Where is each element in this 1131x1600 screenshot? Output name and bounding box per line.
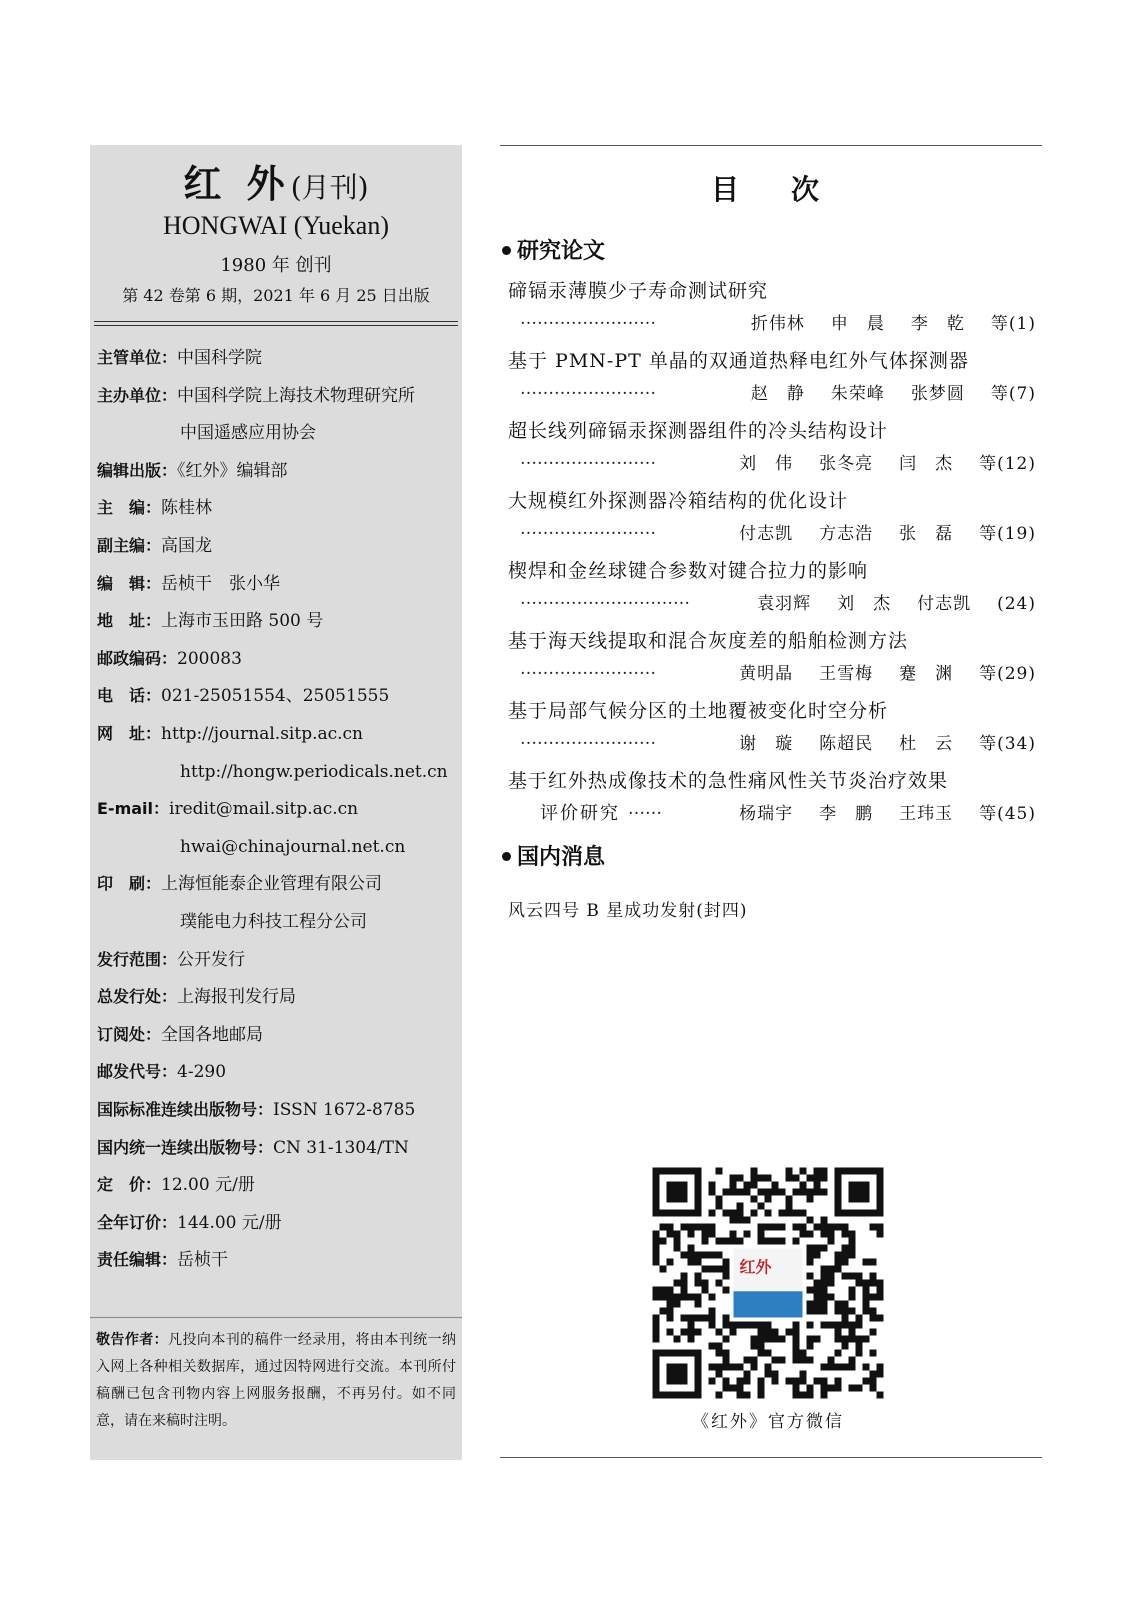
info-label: 邮政编码： bbox=[97, 648, 178, 668]
article-authors bbox=[739, 449, 1036, 474]
et-al: 等 bbox=[979, 454, 998, 474]
article-authors bbox=[751, 309, 1036, 334]
info-row bbox=[97, 347, 262, 369]
page-number: (1) bbox=[1008, 314, 1036, 334]
author-name: 刘 伟 bbox=[739, 454, 794, 474]
article-byline bbox=[508, 799, 1036, 823]
info-row bbox=[97, 1061, 226, 1083]
info-row bbox=[97, 1024, 263, 1046]
et-al: 等 bbox=[979, 804, 998, 824]
info-value: 12.00 元/册 bbox=[161, 1175, 255, 1196]
info-value: 公开发行 bbox=[177, 949, 246, 970]
info-value: 上海市玉田路 500 号 bbox=[161, 611, 324, 632]
section-domestic-news: 国内消息 bbox=[502, 840, 605, 871]
author-name: 张梦圆 bbox=[910, 384, 965, 404]
leader-dots: …………………… bbox=[520, 309, 656, 329]
info-label: 副主编： bbox=[97, 536, 162, 555]
info-value: CN 31-1304/TN bbox=[273, 1137, 409, 1158]
info-row bbox=[97, 535, 212, 557]
info-label: 邮发代号： bbox=[97, 1062, 178, 1082]
author-name: 刘 杰 bbox=[837, 594, 892, 614]
author-name: 王雪梅 bbox=[819, 664, 874, 684]
toc-title: 目 次 bbox=[710, 173, 831, 206]
article-byline bbox=[508, 519, 1036, 543]
author-name: 付志凯 bbox=[917, 594, 972, 614]
article-title-continued[interactable]: 评价研究 bbox=[540, 803, 620, 824]
info-row bbox=[97, 986, 296, 1008]
info-row bbox=[97, 610, 323, 632]
qr-logo-band bbox=[734, 1291, 803, 1317]
info-value: 高国龙 bbox=[161, 536, 213, 556]
info-label: 国内统一连续出版物号： bbox=[97, 1137, 274, 1157]
info-value: 中国科学院 bbox=[177, 348, 263, 368]
article-title[interactable]: 基于红外热成像技术的急性痛风性关节炎治疗效果 bbox=[508, 770, 949, 792]
info-row bbox=[97, 1174, 255, 1196]
article-title[interactable]: 基于 PMN-PT 单晶的双通道热释电红外气体探测器 bbox=[508, 350, 969, 372]
info-value[interactable]: iredit@mail.sitp.ac.cn bbox=[169, 799, 359, 820]
info-value[interactable]: hwai@chinajournal.net.cn bbox=[180, 836, 406, 857]
info-label: 电 话： bbox=[97, 686, 162, 706]
info-row bbox=[97, 873, 382, 895]
info-row bbox=[180, 836, 405, 858]
info-label: 主管单位： bbox=[97, 348, 178, 367]
author-name: 蹇 渊 bbox=[899, 664, 954, 684]
journal-title-suffix: (月刊) bbox=[290, 171, 369, 204]
info-row bbox=[97, 949, 245, 971]
info-row bbox=[97, 1137, 409, 1159]
info-row bbox=[180, 761, 448, 783]
leader-dots: …………………… bbox=[520, 379, 656, 399]
info-value: 中国遥感应用协会 bbox=[180, 423, 316, 444]
info-row bbox=[97, 1249, 228, 1271]
leader-dots: …………………… bbox=[520, 659, 656, 679]
info-row bbox=[97, 385, 415, 407]
page-number: (7) bbox=[1008, 384, 1036, 404]
double-rule bbox=[94, 321, 458, 326]
info-label: 国际标准连续出版物号： bbox=[97, 1100, 274, 1119]
info-value: 上海报刊发行局 bbox=[177, 987, 297, 1008]
info-value: 4-290 bbox=[177, 1062, 227, 1083]
article-title[interactable]: 大规模红外探测器冷箱结构的优化设计 bbox=[508, 490, 849, 512]
info-row bbox=[97, 573, 280, 595]
notice-text: 凡投向本刊的稿件一经录用，将由本刊统一纳入网上各种相关数据库，通过因特网进行交流。本刊所付稿酬已包含刊物内容上网服务报酬，不再另付。如不同意，请在来稿时注明。 bbox=[96, 1332, 457, 1429]
article-byline bbox=[508, 589, 1036, 613]
info-label: 地 址： bbox=[97, 611, 162, 631]
article-byline bbox=[508, 729, 1036, 753]
et-al: 等 bbox=[990, 384, 1009, 404]
info-label: 定 价： bbox=[97, 1175, 162, 1195]
info-label: 网 址： bbox=[97, 724, 162, 743]
info-row bbox=[97, 1099, 415, 1121]
et-al: 等 bbox=[979, 734, 998, 754]
info-label: 全年订价： bbox=[97, 1212, 178, 1232]
info-label: 主 编： bbox=[97, 498, 162, 518]
page-number: (29) bbox=[997, 664, 1036, 684]
founded-year: 1980 年 创刊 bbox=[220, 255, 332, 276]
leader-dots: …………………… bbox=[520, 519, 656, 539]
info-value: 144.00 元/册 bbox=[177, 1212, 282, 1233]
issue-info: 第 42 卷第 6 期，2021 年 6 月 25 日出版 bbox=[122, 286, 430, 305]
author-name: 杨瑞宇 bbox=[739, 804, 794, 824]
info-value: 021-25051554、25051555 bbox=[161, 686, 390, 707]
author-name: 申 晨 bbox=[830, 314, 885, 334]
info-label: 编 辑： bbox=[97, 573, 162, 593]
author-name: 黄明晶 bbox=[739, 664, 794, 684]
et-al: 等 bbox=[979, 524, 998, 544]
author-name: 朱荣峰 bbox=[830, 384, 885, 404]
qr-caption: 《红外》官方微信 bbox=[692, 1412, 844, 1432]
article-authors bbox=[739, 519, 1036, 544]
info-row bbox=[180, 911, 367, 933]
article-byline bbox=[508, 659, 1036, 683]
info-row bbox=[97, 648, 242, 670]
article-authors bbox=[757, 589, 1036, 614]
journal-english-title: HONGWAI (Yuekan) bbox=[163, 211, 389, 240]
et-al: 等 bbox=[979, 664, 998, 684]
article-authors bbox=[739, 799, 1036, 824]
info-value: ISSN 1672-8785 bbox=[273, 1100, 416, 1120]
wechat-qr-code bbox=[640, 1155, 896, 1411]
info-label: 总发行处： bbox=[97, 987, 178, 1007]
author-name: 袁羽辉 bbox=[757, 594, 812, 614]
info-value: 上海恒能泰企业管理有限公司 bbox=[161, 874, 383, 895]
author-name: 李 乾 bbox=[910, 314, 965, 334]
info-label: E-mail： bbox=[97, 799, 170, 819]
leader-dots: ………………………… bbox=[520, 589, 690, 609]
article-title[interactable]: 基于海天线提取和混合灰度差的船舶检测方法 bbox=[508, 630, 909, 652]
info-value: 全国各地邮局 bbox=[161, 1024, 264, 1045]
info-value: 《红外》编辑部 bbox=[177, 460, 288, 481]
info-value: 陈桂林 bbox=[161, 498, 213, 519]
info-value[interactable]: http://journal.sitp.ac.cn bbox=[161, 724, 364, 744]
page-number: (24) bbox=[997, 594, 1036, 614]
article-title[interactable]: 基于局部气候分区的土地覆被变化时空分析 bbox=[508, 700, 889, 722]
info-row bbox=[97, 798, 358, 820]
article-byline bbox=[508, 309, 1036, 333]
leader-dots: …… bbox=[628, 799, 662, 819]
info-row bbox=[180, 422, 316, 444]
author-name: 谢 璇 bbox=[739, 734, 794, 754]
author-name: 张冬亮 bbox=[819, 454, 874, 474]
article-authors bbox=[751, 379, 1036, 404]
author-name: 杜 云 bbox=[899, 734, 954, 754]
bottom-rule bbox=[500, 1457, 1042, 1458]
top-rule bbox=[500, 145, 1042, 146]
author-name: 闫 杰 bbox=[899, 454, 954, 474]
qr-logo-text: 红外 bbox=[739, 1257, 772, 1277]
author-name: 张 磊 bbox=[899, 524, 954, 544]
article-authors bbox=[739, 659, 1036, 684]
article-authors bbox=[739, 729, 1036, 754]
info-value: 岳桢干 bbox=[177, 1250, 229, 1271]
page-number: (45) bbox=[997, 804, 1036, 824]
info-row bbox=[97, 497, 212, 519]
info-label: 订阅处： bbox=[97, 1024, 162, 1044]
info-row bbox=[97, 723, 363, 745]
info-row bbox=[97, 685, 389, 707]
journal-info-panel bbox=[90, 145, 462, 1460]
info-row bbox=[97, 1212, 282, 1234]
news-item[interactable]: 风云四号 B 星成功发射(封四) bbox=[508, 901, 748, 921]
leader-dots: …………………… bbox=[520, 729, 656, 749]
article-title[interactable]: 楔焊和金丝球键合参数对键合拉力的影响 bbox=[508, 560, 869, 582]
author-name: 李 鹏 bbox=[819, 804, 874, 824]
info-row bbox=[97, 460, 288, 482]
bullet-icon bbox=[502, 852, 511, 861]
info-value[interactable]: http://hongw.periodicals.net.cn bbox=[180, 761, 448, 782]
info-value: 200083 bbox=[177, 648, 242, 669]
page-number: (34) bbox=[997, 734, 1036, 754]
article-byline bbox=[508, 449, 1036, 473]
article-title[interactable]: 碲镉汞薄膜少子寿命测试研究 bbox=[508, 280, 769, 302]
section-research-papers: 研究论文 bbox=[502, 234, 605, 265]
info-label: 印 刷： bbox=[97, 874, 162, 894]
author-name: 王玮玉 bbox=[899, 804, 954, 824]
journal-title: 红 外(月刊) bbox=[183, 161, 369, 206]
bullet-icon bbox=[502, 246, 511, 255]
info-value: 中国科学院上海技术物理研究所 bbox=[177, 385, 416, 406]
notice-label: 敬告作者： bbox=[96, 1332, 169, 1348]
author-name: 付志凯 bbox=[739, 524, 794, 544]
page-number: (19) bbox=[997, 524, 1036, 544]
info-label: 主办单位： bbox=[97, 385, 178, 405]
author-name: 折伟林 bbox=[750, 314, 805, 334]
et-al: 等 bbox=[990, 314, 1009, 334]
page-number: (12) bbox=[997, 454, 1036, 474]
info-label: 责任编辑： bbox=[97, 1250, 178, 1270]
article-title[interactable]: 超长线列碲镉汞探测器组件的冷头结构设计 bbox=[508, 420, 889, 442]
divider bbox=[90, 1317, 462, 1318]
leader-dots: …………………… bbox=[520, 449, 656, 469]
author-name: 方志浩 bbox=[819, 524, 874, 544]
info-label: 编辑出版： bbox=[97, 460, 178, 480]
info-label: 发行范围： bbox=[97, 949, 178, 969]
author-notice bbox=[96, 1327, 456, 1435]
article-byline bbox=[508, 379, 1036, 403]
author-name: 赵 静 bbox=[750, 384, 805, 404]
author-name: 陈超民 bbox=[819, 734, 874, 754]
info-value: 岳桢干 张小华 bbox=[161, 573, 281, 594]
info-value: 璞能电力科技工程分公司 bbox=[180, 912, 367, 932]
